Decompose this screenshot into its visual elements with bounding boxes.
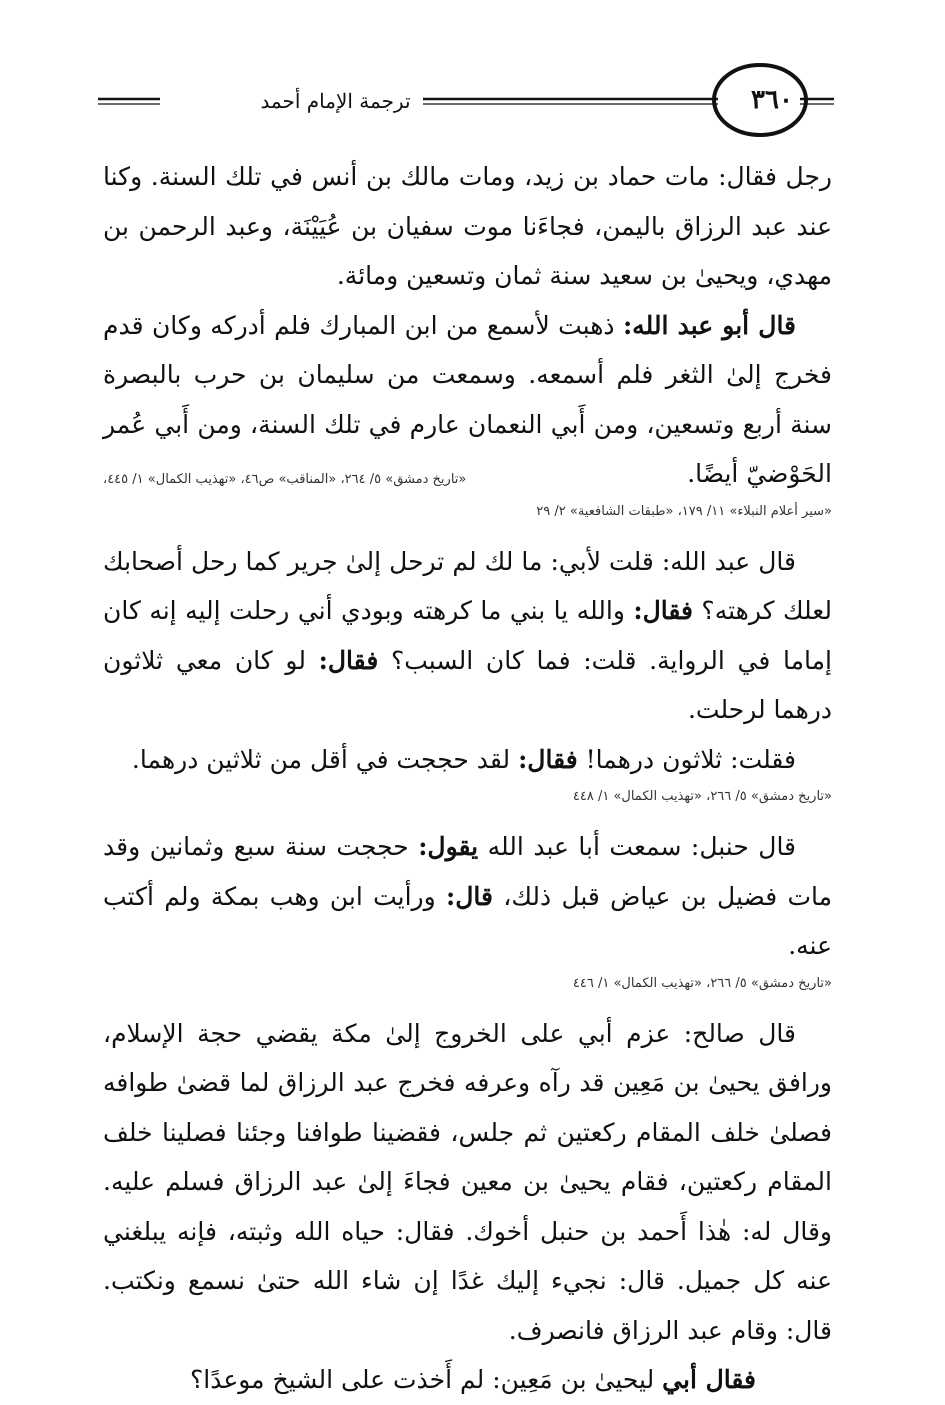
reference-inline: «تاريخ دمشق» ٥/ ٢٦٤، «المناقب» ص٤٦، «تهذيب الكمال» ١/ ٤٤٥،: [103, 472, 467, 487]
reference-line: «تاريخ دمشق» ٥/ ٢٦٦، «تهذيب الكمال» ١/ ٤٤٨: [572, 789, 832, 804]
paragraph-1-text: رجل فقال: مات حماد بن زيد، ومات مالك بن أنس في تلك السنة. وكنا عند عبد الرزاق باليمن، فجاءَنا موت سفيان بن عُيَيْنَة، وعبد الرحمن بن مهدي، ويحيىٰ بن سعيد سنة ثمان وتسعين ومائة.: [103, 162, 832, 290]
paragraph-5-part2: حججت سنة سبع وثمانين وقد مات فضيل بن عياض قبل ذلك،: [103, 832, 832, 911]
reference-line: «سير أعلام النبلاء» ١١/ ١٧٩، «طبقات الشافعية» ٢/ ٢٩: [536, 503, 832, 519]
paragraph-4-part1: فقلت: ثلاثون درهما!: [577, 744, 796, 774]
paragraph-3-part1: قال عبد الله: قلت لأبي: ما لك لم ترحل إلىٰ جرير كما رحل أصحابك لعلك كرهته؟: [103, 546, 832, 625]
running-title: ترجمة الإمام أحمد: [248, 87, 423, 115]
paragraph-6-text: قال صالح: عزم أبي على الخروج إلىٰ مكة يقضي حجة الإسلام، ورافق يحيىٰ بن مَعِين قد رآه وعرفه فخرج عبد الرزاق لما قضىٰ طوافه فصلىٰ خلف المقام ركعتين ثم جلس، فقضينا طوافنا وجئنا فصلينا خلف المقام ركعتين، فقام يحيىٰ بن معين فجاءَ إلىٰ عبد الرزاق فسلم عليه. وقال له: هٰذا أَحمد بن حنبل أخوك. فقال: حياه الله وثبته، فإنه يبلغني عنه كل جميل. قال: نجيء إليك غدًا إن شاء الله حتىٰ نسمع ونكتب. قال: وقام عبد الرزاق فانصرف.: [103, 1018, 832, 1345]
paragraph-7-part1: ليحيىٰ بن مَعِين: لم أَخذت على الشيخ موعدًا؟: [190, 1365, 663, 1394]
paragraph-6: [103, 1009, 832, 1356]
paragraph-2: [103, 301, 832, 499]
paragraph-5-part3: ورأيت ابن وهب بمكة ولم أكتب عنه.: [103, 881, 832, 960]
header-ornament: [98, 62, 834, 142]
page-body: [103, 152, 832, 1405]
paragraph-5-bold2: قال:: [446, 881, 493, 911]
paragraph-4-bold1: فقال:: [518, 744, 578, 774]
paragraph-4-part2: لقد حججت في أقل من ثلاثين درهما.: [131, 744, 519, 774]
paragraph-2-text: ذهبت لأسمع من ابن المبارك فلم أدركه وكان قدم فخرج إلىٰ الثغر فلم أسمعه. وسمعت من سليمان بن حرب بالبصرة سنة أربع وتسعين، ومن أَبي النعمان عارم في تلك السنة، ومن أَبي عُمر الحَوْضيّ أيضًا.: [103, 310, 832, 488]
paragraph-3-part2: والله يا بني ما كرهته وبودي أني رحلت إليه إنه كان إماما في الرواية. قلت: فما كان السبب؟: [103, 596, 832, 675]
paragraph-7-bold1: فقال أبي: [662, 1365, 756, 1394]
paragraph-5: [103, 822, 832, 971]
paragraph-4: [103, 735, 832, 785]
paragraph-3-bold2: فقال:: [318, 645, 379, 675]
page-header: [98, 62, 834, 142]
page-number: ٣٦٠: [751, 85, 793, 115]
paragraph-5-part1: قال حنبل: سمعت أبا عبد الله: [478, 832, 797, 861]
paragraph-3-bold1: فقال:: [633, 596, 693, 625]
paragraph-3-part3: لو كان معي ثلاثون درهما لرحلت.: [103, 645, 832, 724]
reference-line: «تاريخ دمشق» ٥/ ٢٦٦، «تهذيب الكمال» ١/ ٤٤٦: [572, 975, 832, 991]
paragraph-5-bold1: يقول:: [418, 832, 479, 861]
paragraph-3: [103, 537, 832, 735]
paragraph-7: [103, 1355, 832, 1405]
paragraph-1: [103, 152, 832, 301]
speaker-lead: قال أبو عبد الله:: [622, 310, 797, 340]
